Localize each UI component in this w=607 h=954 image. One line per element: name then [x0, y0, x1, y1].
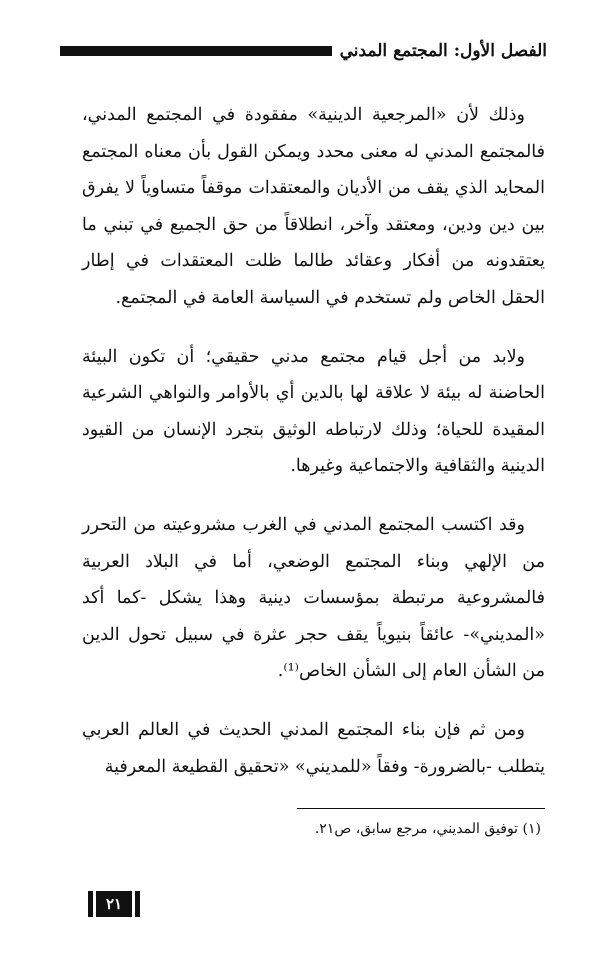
footnote-separator — [297, 808, 545, 809]
running-header — [60, 36, 547, 66]
paragraph: وقد اكتسب المجتمع المدني في الغرب مشروعيته من التحرر من الإلهي وبناء المجتمع الوضعي، أما في البلاد العربية فالمشروعية مرتبطة بمؤسسات دينية وهذا يشكل -كما أكد «المديني»- عائقاً بنيوياً يقف حجر عثرة في سبيل تحول الدين من الشأن العام إلى الشأن الخاص⁽¹⁾. — [82, 514, 545, 682]
footnote: (١) توفيق المديني، مرجع سابق، ص٢١. — [314, 821, 541, 837]
chapter-title: الفصل الأول: المجتمع المدني — [339, 41, 547, 61]
paragraph: ولابد من أجل قيام مجتمع مدني حقيقي؛ أن تكون البيئة الحاضنة له بيئة لا علاقة لها بالدين أي بالأوامر والنواهي الشرعية المقيدة للحياة؛ وذلك لارتباطه الوثيق بتجرد الإنسان من القيود الدينية والثقافية والاجتماعية وغيرها. — [82, 346, 545, 477]
paragraph: ومن ثم فإن بناء المجتمع المدني الحديث في العالم العربي يتطلب -بالضرورة- وفقاً «للمديني» «تحقيق القطيعة المعرفية — [82, 719, 545, 777]
body-text — [82, 97, 545, 807]
paragraph: وذلك لأن «المرجعية الدينية» مفقودة في المجتمع المدني، فالمجتمع المدني له معنى محدد ويمكن القول بأن معناه المجتمع المحايد الذي يقف من الأديان والمعتقدات موقفاً متساوياً لا يفرق بين دين ودين، ومعتقد وآخر، انطلاقاً من حق الجميع في تبني ما يعتقدونه من أفكار وعقائد طالما ظلت المعتقدات في إطار الحقل الخاص ولم تستخدم في السياسة العامة في المجتمع. — [82, 105, 545, 308]
page-number: ٢١ — [96, 891, 132, 917]
page-number-bar — [135, 891, 140, 917]
header-rule — [60, 46, 332, 56]
page-number-box — [88, 891, 140, 917]
